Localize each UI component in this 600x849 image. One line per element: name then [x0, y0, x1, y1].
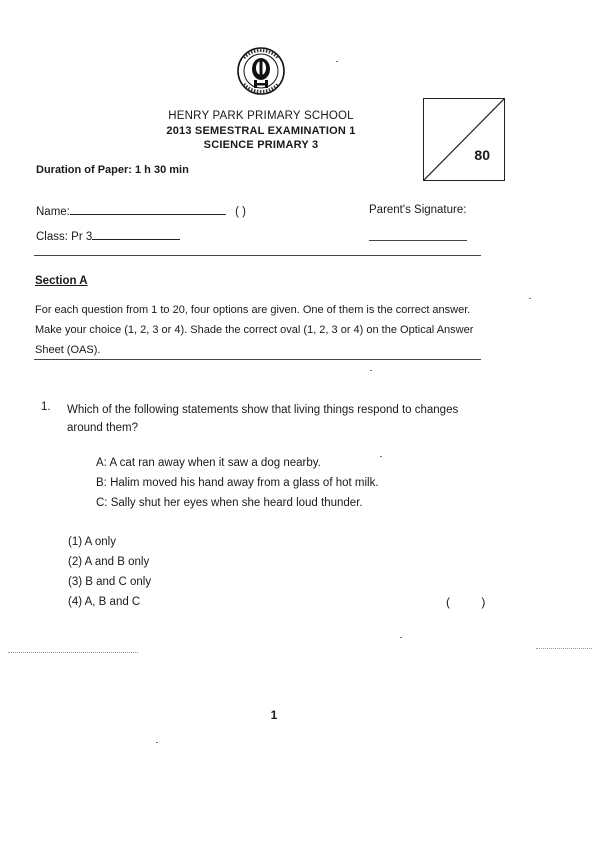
parent-signature-line[interactable] — [369, 240, 467, 241]
option-3 — [68, 576, 151, 588]
scan-noise-line — [8, 652, 138, 653]
section-title: Section A — [35, 275, 88, 287]
option-text: A only — [84, 536, 116, 548]
option-number: (1) — [68, 536, 83, 548]
statement-label: B: — [96, 477, 107, 489]
section-instructions: For each question from 1 to 20, four options are given. One of them is the correct answer. Make your choice (1, 2, 3 or 4). Shade the correct oval (1, 2, 3 or 4) on the Optical Answer Sheet (OAS). — [35, 304, 474, 356]
scan-speck — [380, 456, 382, 457]
statement-text: Sally shut her eyes when she heard loud thunder. — [110, 497, 363, 509]
statement-label: C: — [96, 497, 108, 509]
class-row — [36, 229, 180, 243]
name-label: Name: — [36, 206, 70, 218]
option-1 — [68, 536, 116, 548]
question-number: 1. — [41, 401, 51, 413]
option-number: (2) — [68, 556, 83, 568]
class-label: Class: Pr 3 — [36, 231, 93, 243]
option-text: A, B and C — [84, 596, 141, 608]
scan-noise-line — [536, 648, 592, 649]
scan-speck — [400, 637, 402, 638]
statement-text: A cat ran away when it saw a dog nearby. — [109, 457, 321, 469]
score-total: 80 — [474, 147, 490, 163]
option-4 — [68, 596, 140, 608]
option-number: (4) — [68, 596, 83, 608]
score-box-diagonal — [424, 99, 504, 180]
school-name: HENRY PARK PRIMARY SCHOOL — [168, 110, 354, 122]
subject-title: SCIENCE PRIMARY 3 — [203, 139, 319, 151]
scan-speck — [336, 61, 338, 62]
name-row — [36, 204, 246, 218]
score-box — [423, 98, 505, 181]
scan-speck — [529, 298, 531, 299]
name-field[interactable] — [70, 204, 226, 215]
class-field[interactable] — [92, 229, 180, 240]
header-divider — [34, 255, 481, 256]
exam-title: 2013 SEMESTRAL EXAMINATION 1 — [166, 125, 356, 137]
option-text: A and B only — [84, 556, 150, 568]
scan-speck — [370, 370, 372, 371]
parent-signature-label: Parent's Signature: — [369, 204, 467, 216]
school-crest-logo — [236, 44, 286, 98]
statement-b — [96, 477, 379, 489]
scan-speck — [156, 742, 158, 743]
answer-bracket[interactable]: ( ) — [446, 595, 486, 609]
statement-text: Halim moved his hand away from a glass of hot milk. — [110, 477, 379, 489]
page-number: 1 — [270, 708, 278, 722]
statement-a — [96, 457, 321, 469]
option-number: (3) — [68, 576, 83, 588]
statement-c — [96, 497, 363, 509]
option-text: B and C only — [85, 576, 152, 588]
option-2 — [68, 556, 149, 568]
question-text: Which of the following statements show that living things respond to changes around them? — [67, 404, 459, 434]
paper-duration: Duration of Paper: 1 h 30 min — [36, 164, 189, 176]
register-number-bracket: ( ) — [235, 206, 246, 218]
instructions-divider — [34, 359, 481, 360]
statement-label: A: — [96, 457, 107, 469]
